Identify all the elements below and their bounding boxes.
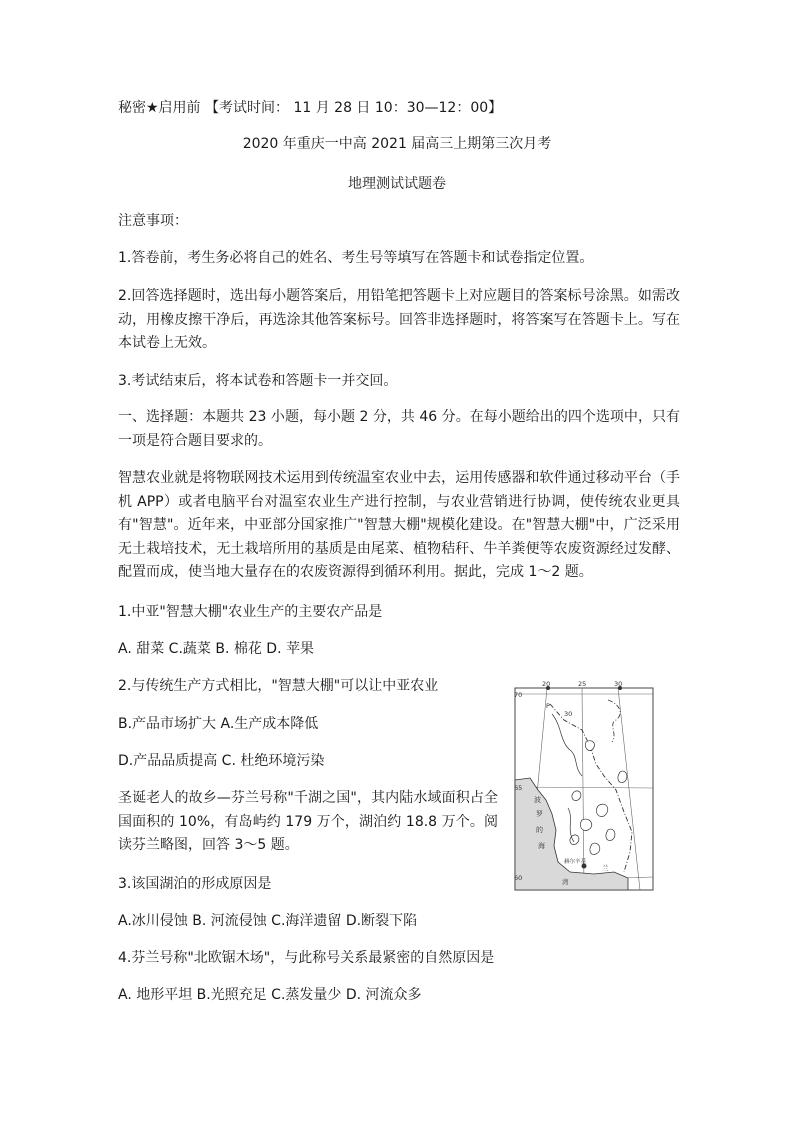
question-1-options: A. 甜菜 C.蔬菜 B. 棉花 D. 苹果 — [118, 641, 314, 657]
question-2-options-a: B.产品市场扩大 A.生产成本降低 — [118, 716, 319, 732]
question-3: 3.该国湖泊的形成原因是 — [118, 876, 272, 892]
lat-label-65: 65 — [514, 784, 523, 792]
finland-map — [512, 680, 656, 892]
notes-heading: 注意事项： — [118, 213, 188, 229]
passage-finland: 圣诞老人的故乡—芬兰号称"千湖之国"，其内陆水域面积占全国面积的 10%，有岛屿约 179 万个，湖泊约 18.8 万个。阅读芬兰略图，回答 3～5 题。 — [118, 790, 498, 853]
capital-label: 赫尔辛基 — [564, 859, 587, 865]
lon-label-30: 30 — [614, 680, 623, 688]
question-2-options-b: D.产品品质提高 C. 杜绝环境污染 — [118, 753, 325, 769]
exam-title: 2020 年重庆一中高 2021 届高三上期第三次月考 — [242, 136, 552, 152]
gulf-label: 兰 — [602, 864, 609, 872]
question-4: 4.芬兰号称"北欧锯木场"，与此称号关系最紧密的自然原因是 — [118, 950, 495, 966]
note-item-2: 2.回答选择题时，选出每小题答案后，用铅笔把答题卡上对应题目的答案标号涂黑。如需改动，用橡皮擦干净后，再选涂其他答案标号。回答非选择题时，将答案写在答题卡上。写在本试卷上无效。 — [118, 288, 680, 351]
question-4-options: A. 地形平坦 B.光照充足 C.蒸发量少 D. 河流众多 — [118, 987, 422, 1003]
lat-label-70: 70 — [514, 691, 523, 699]
paper-title: 地理测试试题卷 — [348, 176, 446, 192]
note-item-1: 1.答卷前，考生务必将自己的姓名、考生号等填写在答题卡和试卷指定位置。 — [118, 250, 594, 266]
section-intro: 一、选择题：本题共 23 小题，每小题 2 分，共 46 分。在每小题给出的四个选项中，只有一项是符合题目要求的。 — [118, 409, 680, 449]
secret-line: 秘密★启用前 【考试时间： 11 月 28 日 10：30—12：00】 — [118, 100, 503, 116]
north-label: P — [546, 702, 550, 710]
note-item-3: 3.考试结束后，将本试卷和答题卡一并交回。 — [118, 373, 398, 389]
sea-char-4: 海 — [538, 842, 545, 850]
passage-smart-agriculture: 智慧农业就是将物联网技术运用到传统温室农业中去，运用传感器和软件通过移动平台（手机 APP）或者电脑平台对温室农业生产进行控制，与农业营销进行协调，使传统农业更具有"智慧"。近年来，中亚部分国家推广"智慧大棚"规模化建设。在"智慧大棚"中，广泛采用无土栽培技术，无土栽培所用的基质是由尾菜、植物秸秆、牛羊粪便等农废资源经过发酵、配置而成，使当地大量存在的农废资源得到循环利用。据此，完成 1～2 题。 — [118, 470, 680, 580]
sea-char-3: 的 — [536, 826, 543, 834]
question-1: 1.中亚"智慧大棚"农业生产的主要农产品是 — [118, 604, 383, 620]
bottom-label: 湾 — [562, 878, 569, 886]
sea-char-1: 波 — [534, 796, 541, 804]
sea-char-2: 罗 — [536, 810, 543, 818]
question-2: 2.与传统生产方式相比，"智慧大棚"可以让中亚农业 — [118, 678, 439, 694]
inner-label-30: 30 — [564, 710, 573, 718]
lat-label-60: 60 — [514, 874, 523, 882]
lon-label-20: 20 — [542, 680, 551, 688]
lon-label-25: 25 — [578, 680, 587, 688]
question-3-options: A.冰川侵蚀 B. 河流侵蚀 C.海洋遗留 D.断裂下陷 — [118, 913, 418, 929]
